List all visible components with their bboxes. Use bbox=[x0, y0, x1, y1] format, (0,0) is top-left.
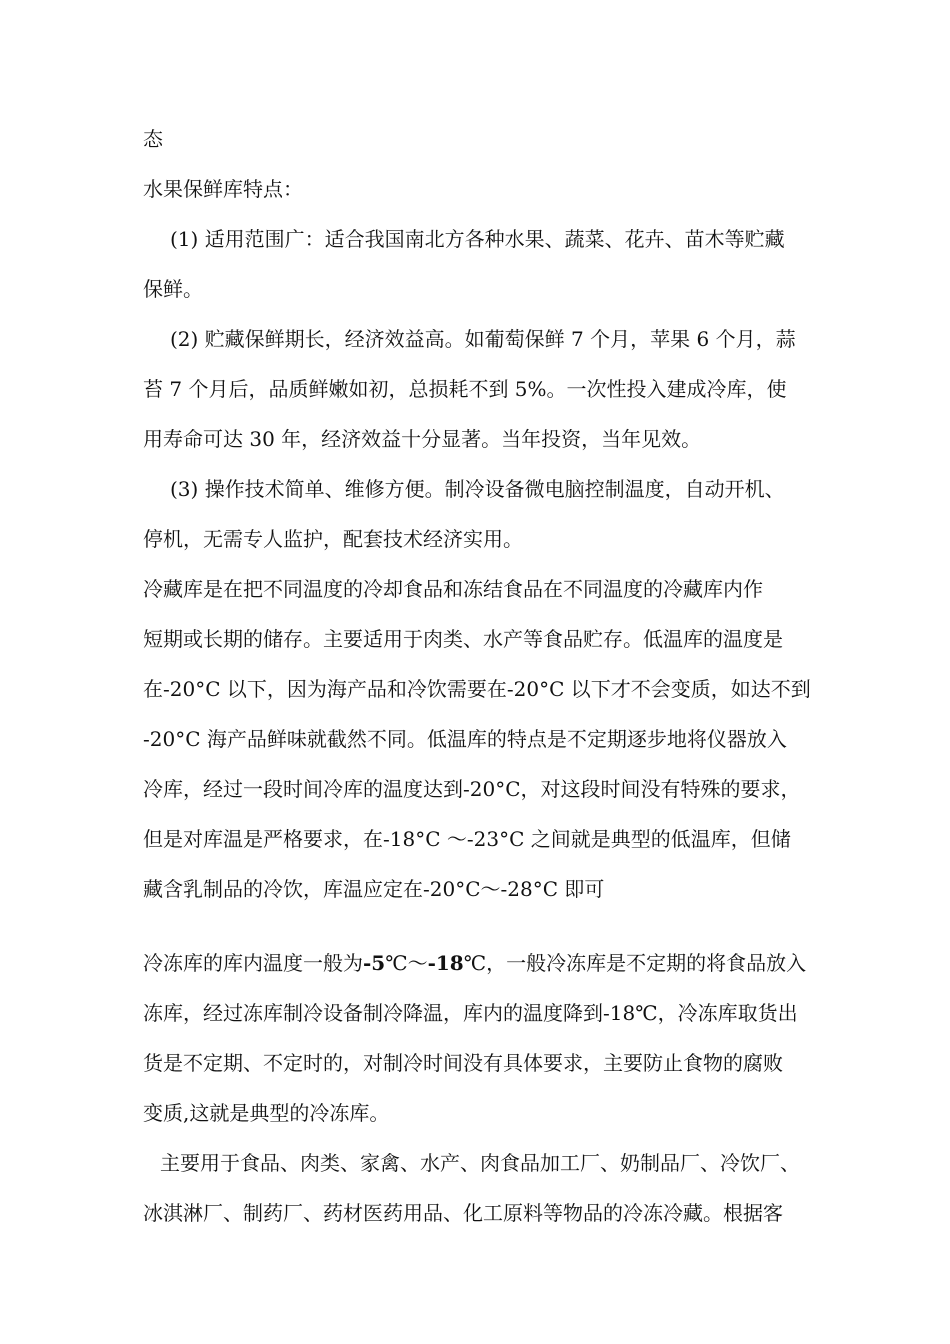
text-line: 保鲜。 bbox=[143, 277, 203, 301]
text-line: 短期或长期的储存。主要适用于肉类、水产等食品贮存。低温库的温度是 bbox=[143, 627, 783, 651]
text-line: 主要用于食品、肉类、家禽、水产、肉食品加工厂、奶制品厂、冷饮厂、 bbox=[160, 1151, 800, 1175]
text-line: 冻库，经过冻库制冷设备制冷降温，库内的温度降到-18℃，冷冻库取货出 bbox=[143, 1001, 798, 1025]
text-line: (1) 适用范围广：适合我国南北方各种水果、蔬菜、花卉、苗木等贮藏 bbox=[170, 227, 785, 251]
text-line: 停机，无需专人监护，配套技术经济实用。 bbox=[143, 527, 523, 551]
text-line: 用寿命可达 30 年，经济效益十分显著。当年投资，当年见效。 bbox=[143, 427, 702, 451]
text-line: 冰淇淋厂、制药厂、药材医药用品、化工原料等物品的冷冻冷藏。根据客 bbox=[143, 1201, 783, 1225]
freezer-temp-low: -18 bbox=[427, 951, 464, 975]
text-line: 冷藏库是在把不同温度的冷却食品和冻结食品在不同温度的冷藏库内作 bbox=[143, 577, 763, 601]
text-line: 苔 7 个月后，品质鲜嫩如初，总损耗不到 5%。一次性投入建成冷库，使 bbox=[143, 377, 787, 401]
text-line: 变质,这就是典型的冷冻库。 bbox=[143, 1101, 390, 1125]
freezer-line bbox=[143, 949, 823, 977]
freezer-text: ℃，一般冷冻库是不定期的将食品放入 bbox=[463, 951, 807, 975]
freezer-temp-high: -5 bbox=[363, 951, 386, 975]
text-line: 冷库，经过一段时间冷库的温度达到-20°C，对这段时间没有特殊的要求， bbox=[143, 777, 801, 801]
text-line: -20°C 海产品鲜味就截然不同。低温库的特点是不定期逐步地将仪器放入 bbox=[143, 727, 787, 751]
text-line: (3) 操作技术简单、维修方便。制冷设备微电脑控制温度，自动开机、 bbox=[170, 477, 785, 501]
text-line: 态 bbox=[143, 127, 163, 151]
text-line: (2) 贮藏保鲜期长，经济效益高。如葡萄保鲜 7 个月，苹果 6 个月，蒜 bbox=[170, 327, 796, 351]
text-line: 藏含乳制品的冷饮，库温应定在-20°C～-28°C 即可 bbox=[143, 877, 605, 901]
text-line: 在-20°C 以下，因为海产品和冷饮需要在-20°C 以下才不会变质，如达不到 bbox=[143, 677, 811, 701]
freezer-text: ℃～ bbox=[385, 951, 428, 975]
text-line: 但是对库温是严格要求，在-18°C ～-23°C 之间就是典型的低温库，但储 bbox=[143, 827, 791, 851]
section-heading: 水果保鲜库特点： bbox=[143, 177, 303, 201]
text-line: 货是不定期、不定时的，对制冷时间没有具体要求，主要防止食物的腐败 bbox=[143, 1051, 783, 1075]
freezer-text: 冷冻库的库内温度一般为 bbox=[143, 951, 363, 975]
